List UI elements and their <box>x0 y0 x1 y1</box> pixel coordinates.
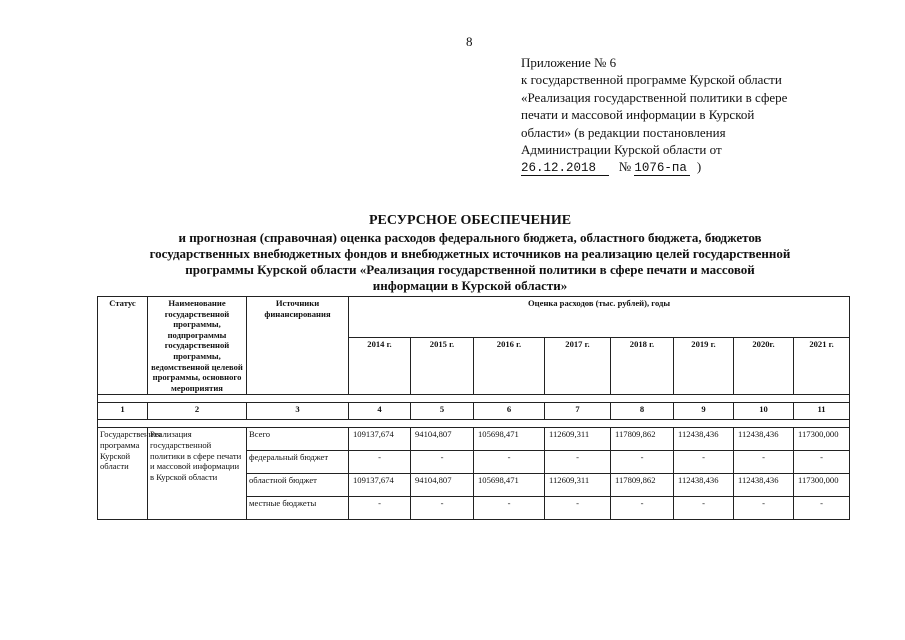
value-cell: 105698,471 <box>474 428 545 451</box>
appendix-line: области» (в редакции постановления <box>521 124 726 140</box>
value-cell: - <box>794 497 850 520</box>
resolution-date: 26.12.2018 <box>521 161 609 176</box>
value-cell: 109137,674 <box>349 474 411 497</box>
header-status: Статус <box>98 297 148 395</box>
value-cell: - <box>611 497 674 520</box>
table-spacer <box>98 420 850 428</box>
value-cell: 109137,674 <box>349 428 411 451</box>
column-number: 5 <box>411 403 474 420</box>
closing-bracket: ) <box>696 159 702 175</box>
source-cell: местные бюджеты <box>247 497 349 520</box>
appendix-line: «Реализация государственной политики в сфере <box>521 89 788 105</box>
column-number: 1 <box>98 403 148 420</box>
value-cell: - <box>349 497 411 520</box>
document-heading <box>60 212 880 294</box>
value-cell: - <box>474 451 545 474</box>
header-year: 2015 г. <box>411 338 474 395</box>
column-number: 6 <box>474 403 545 420</box>
header-year: 2021 г. <box>794 338 850 395</box>
heading-line: программы Курской области «Реализация государственной политики в сфере печати и массовой <box>185 262 755 277</box>
value-cell: - <box>734 497 794 520</box>
resource-table <box>97 296 850 520</box>
value-cell: 117809,862 <box>611 474 674 497</box>
value-cell: - <box>545 497 611 520</box>
heading-line: информации в Курской области» <box>372 278 568 293</box>
value-cell: - <box>794 451 850 474</box>
header-year: 2020г. <box>734 338 794 395</box>
value-cell: 117300,000 <box>794 474 850 497</box>
value-cell: - <box>411 497 474 520</box>
header-year: 2018 г. <box>611 338 674 395</box>
column-number: 11 <box>794 403 850 420</box>
column-number: 8 <box>611 403 674 420</box>
column-number: 10 <box>734 403 794 420</box>
value-cell: 112438,436 <box>674 474 734 497</box>
header-year: 2016 г. <box>474 338 545 395</box>
value-cell: - <box>734 451 794 474</box>
program-name-cell: Реализация государственной политики в сфере печати и массовой информации в Курской области <box>148 428 247 520</box>
value-cell: - <box>349 451 411 474</box>
value-cell: - <box>545 451 611 474</box>
header-year: 2019 г. <box>674 338 734 395</box>
heading-line: государственных внебюджетных фондов и внебюджетных источников на реализацию целей государственной <box>149 246 791 261</box>
header-year: 2014 г. <box>349 338 411 395</box>
source-cell: Всего <box>247 428 349 451</box>
value-cell: 112609,311 <box>545 474 611 497</box>
appendix-line: к государственной программе Курской области <box>521 72 782 88</box>
column-number: 3 <box>247 403 349 420</box>
header-sources: Источники финансирования <box>247 297 349 395</box>
source-cell: федеральный бюджет <box>247 451 349 474</box>
value-cell: 105698,471 <box>474 474 545 497</box>
header-estimate: Оценка расходов (тыс. рублей), годы <box>349 297 850 338</box>
value-cell: 112609,311 <box>545 428 611 451</box>
value-cell: 112438,436 <box>674 428 734 451</box>
appendix-line: печати и массовой информации в Курской <box>521 107 755 123</box>
table-spacer <box>98 395 850 403</box>
heading-title: РЕСУРСНОЕ ОБЕСПЕЧЕНИЕ <box>368 213 572 228</box>
value-cell: 94104,807 <box>411 474 474 497</box>
resolution-reference <box>521 158 881 176</box>
value-cell: 112438,436 <box>734 428 794 451</box>
column-number: 7 <box>545 403 611 420</box>
value-cell: 94104,807 <box>411 428 474 451</box>
value-cell: - <box>411 451 474 474</box>
column-number: 2 <box>148 403 247 420</box>
resolution-number: 1076-па <box>634 161 690 176</box>
value-cell: - <box>674 497 734 520</box>
column-number: 9 <box>674 403 734 420</box>
value-cell: - <box>474 497 545 520</box>
appendix-line: Администрации Курской области от <box>521 142 722 158</box>
status-cell: Государственная программа Курской области <box>98 428 148 520</box>
page-number: 8 <box>466 34 473 49</box>
value-cell: - <box>611 451 674 474</box>
header-name: Наименование государственной программы, подпрограммы государственной программы, ведомственной целевой программы, основного мероприятия <box>148 297 247 395</box>
value-cell: - <box>674 451 734 474</box>
value-cell: 117300,000 <box>794 428 850 451</box>
heading-line: и прогнозная (справочная) оценка расходов федерального бюджета, областного бюджета, бюджетов <box>178 230 762 245</box>
value-cell: 112438,436 <box>734 474 794 497</box>
column-number: 4 <box>349 403 411 420</box>
appendix-block <box>521 54 881 176</box>
source-cell: областной бюджет <box>247 474 349 497</box>
header-year: 2017 г. <box>545 338 611 395</box>
table-row <box>98 428 850 451</box>
appendix-title: Приложение № 6 <box>521 55 617 70</box>
number-sign: № <box>618 159 632 175</box>
value-cell: 117809,862 <box>611 428 674 451</box>
